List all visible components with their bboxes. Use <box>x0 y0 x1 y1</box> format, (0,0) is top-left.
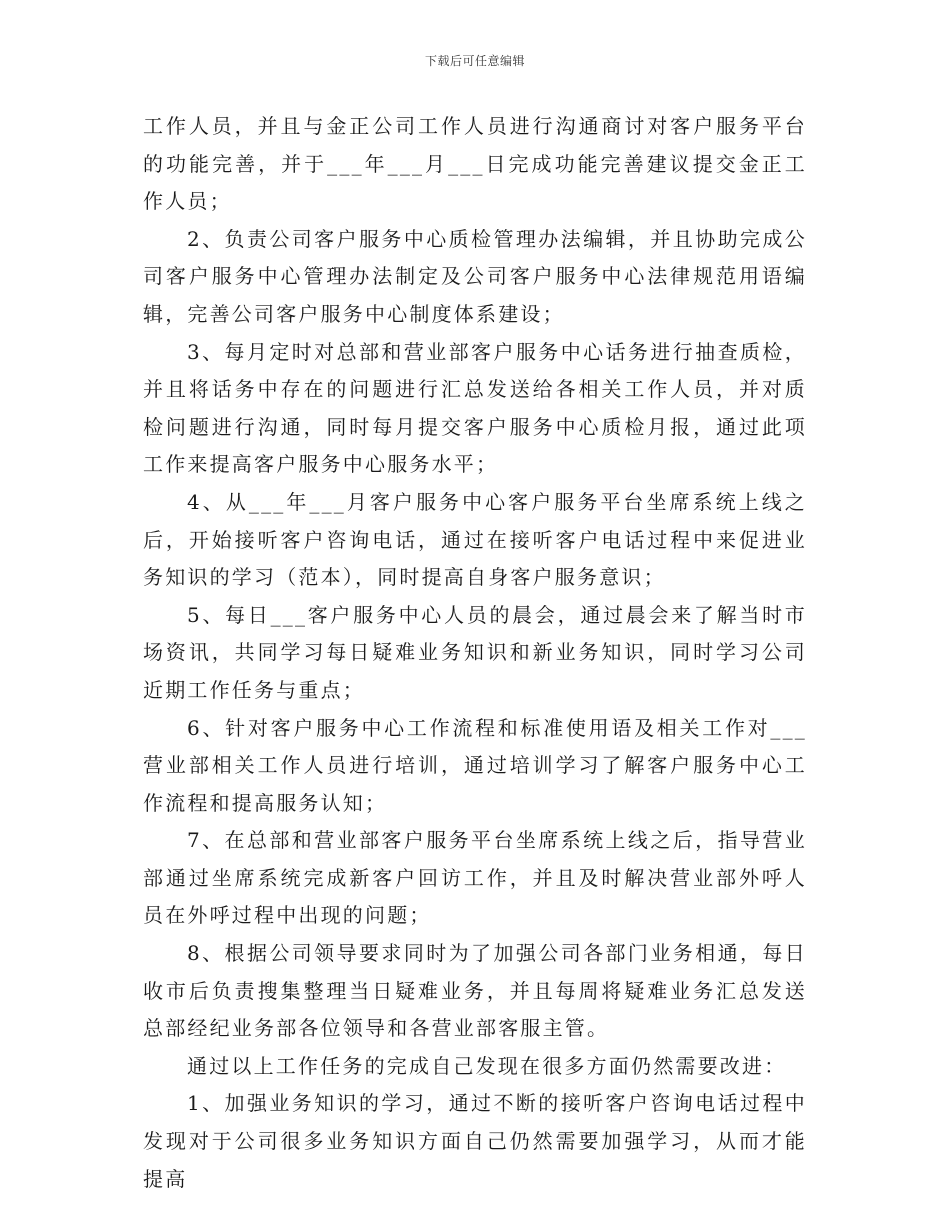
paragraph-improvement-1: 1、加强业务知识的学习，通过不断的接听客户咨询电话过程中发现对于公司很多业务知识方面自己仍然需要加强学习，从而才能提高 <box>143 1091 807 1191</box>
paragraph-item-7: 7、在总部和营业部客户服务平台坐席系统上线之后，指导营业部通过坐席系统完成新客户回访工作，并且及时解决营业部外呼人员在外呼过程中出现的问题； <box>143 828 807 928</box>
paragraph-continuation: 工作人员，并且与金正公司工作人员进行沟通商讨对客户服务平台的功能完善，并于___年___月___日完成功能完善建议提交金正工作人员； <box>143 114 807 214</box>
paragraph-summary: 通过以上工作任务的完成自己发现在很多方面仍然需要改进： <box>187 1053 787 1078</box>
page-header: 下载后可任意编辑 <box>424 54 525 68</box>
paragraph-item-5: 5、每日___客户服务中心人员的晨会，通过晨会来了解当时市场资讯，共同学习每日疑难业务知识和新业务知识，同时学习公司近期工作任务与重点； <box>143 602 807 702</box>
paragraph-item-6: 6、针对客户服务中心工作流程和标准使用语及相关工作对___营业部相关工作人员进行培训，通过培训学习了解客户服务中心工作流程和提高服务认知； <box>143 715 807 815</box>
paragraph-item-8: 8、根据公司领导要求同时为了加强公司各部门业务相通，每日收市后负责搜集整理当日疑难业务，并且每周将疑难业务汇总发送总部经纪业务部各位领导和各营业部客服主管。 <box>143 941 807 1041</box>
document-body <box>143 108 807 1198</box>
paragraph-item-2: 2、负责公司客户服务中心质检管理办法编辑，并且协助完成公司客户服务中心管理办法制定及公司客户服务中心法律规范用语编辑，完善公司客户服务中心制度体系建设； <box>143 226 807 326</box>
paragraph-item-3: 3、每月定时对总部和营业部客户服务中心话务进行抽查质检，并且将话务中存在的问题进行汇总发送给各相关工作人员，并对质检问题进行沟通，同时每月提交客户服务中心质检月报，通过此项工作来提高客户服务中心服务水平； <box>143 339 807 477</box>
paragraph-item-4: 4、从___年___月客户服务中心客户服务平台坐席系统上线之后，开始接听客户咨询电话，通过在接听客户电话过程中来促进业务知识的学习（范本），同时提高自身客户服务意识； <box>143 489 807 590</box>
